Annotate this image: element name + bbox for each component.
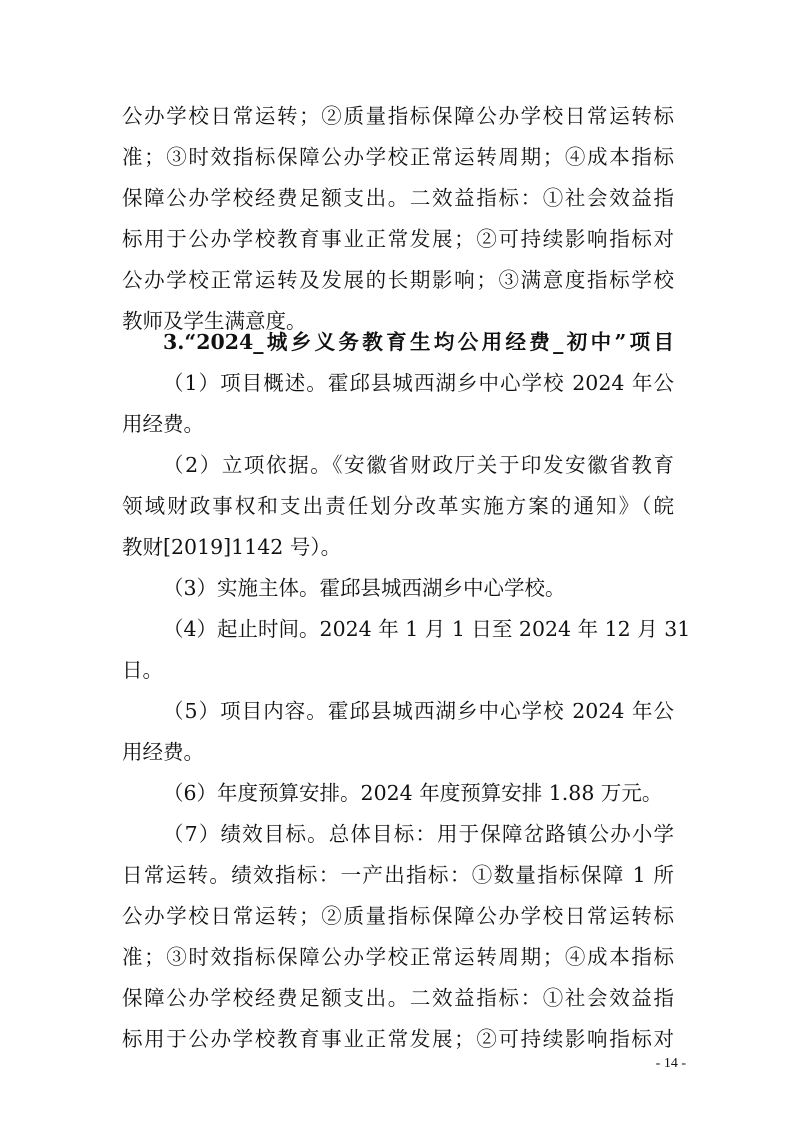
body-line: 公办学校日常运转；②质量指标保障公办学校日常运转标 xyxy=(122,904,674,928)
body-line: 教师及学生满意度。 xyxy=(122,309,307,333)
body-line: （4）起止时间。2024 年 1 月 1 日至 2024 年 12 月 31 xyxy=(163,617,691,641)
body-line: （3）实施主体。霍邱县城西湖乡中心学校。 xyxy=(163,576,566,600)
body-line: 用经费。 xyxy=(122,740,204,764)
body-line: （2）立项依据。《安徽省财政厅关于印发安徽省教育 xyxy=(163,453,674,477)
body-line: 标用于公办学校教育事业正常发展；②可持续影响指标对 xyxy=(122,227,674,251)
body-line: 保障公办学校经费足额支出。二效益指标：①社会效益指 xyxy=(122,186,674,210)
body-line: 准；③时效指标保障公办学校正常运转周期；④成本指标 xyxy=(122,945,674,969)
body-line: 领域财政事权和支出责任划分改革实施方案的通知》（皖 xyxy=(122,494,674,518)
body-line: 日。 xyxy=(122,658,163,682)
body-line: 公办学校正常运转及发展的长期影响；③满意度指标学校 xyxy=(122,268,674,292)
body-line: （7）绩效目标。总体目标：用于保障岔路镇公办小学 xyxy=(163,822,674,846)
body-line: 教财[2019]1142 号）。 xyxy=(122,535,342,559)
body-line: 标用于公办学校教育事业正常发展；②可持续影响指标对 xyxy=(122,1027,674,1051)
body-line: 日常运转。绩效指标：一产出指标：①数量指标保障 1 所 xyxy=(122,863,674,887)
page-number: - 14 - xyxy=(655,1056,686,1071)
section-heading: 3.“2024_城乡义务教育生均公用经费_初中”项目 xyxy=(163,330,674,354)
body-line: 保障公办学校经费足额支出。二效益指标：①社会效益指 xyxy=(122,986,674,1010)
body-line: （5）项目内容。霍邱县城西湖乡中心学校 2024 年公 xyxy=(163,699,674,723)
body-line: 准；③时效指标保障公办学校正常运转周期；④成本指标 xyxy=(122,145,674,169)
body-line: 用经费。 xyxy=(122,412,204,436)
body-line: （1）项目概述。霍邱县城西湖乡中心学校 2024 年公 xyxy=(163,371,674,395)
body-line: 公办学校日常运转；②质量指标保障公办学校日常运转标 xyxy=(122,104,674,128)
body-line: （6）年度预算安排。2024 年度预算安排 1.88 万元。 xyxy=(163,781,663,805)
